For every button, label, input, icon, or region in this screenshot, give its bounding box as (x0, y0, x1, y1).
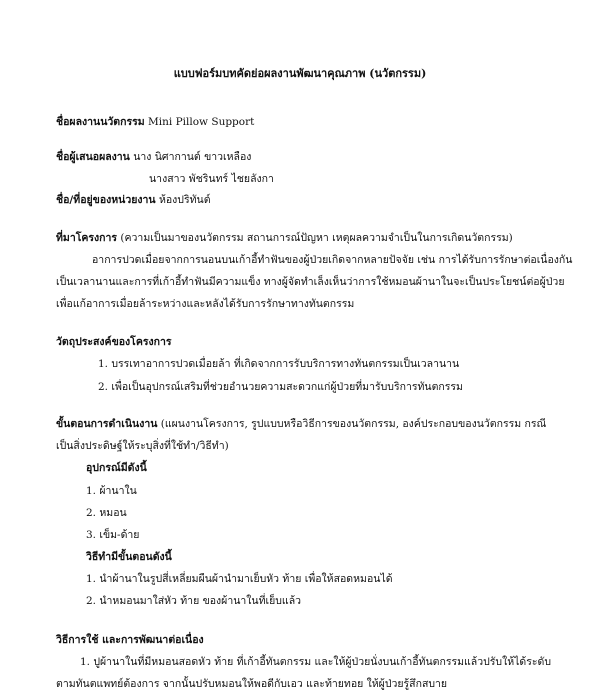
equipment-item-3: 3. เข็ม-ด้าย (86, 529, 140, 541)
presenter-name-2: นางสาว พัชรินทร์ ไชยลังกา (149, 173, 274, 185)
equipment-item-1: 1. ผ้านาใน (86, 485, 137, 497)
steps-heading-row (56, 418, 546, 431)
objective-item-1: 1. บรรเทาอาการปวดเมื่อยล้า ที่เกิดจากการรับบริการทางทันตกรรมเป็นเวลานาน (98, 358, 460, 370)
equipment-heading: อุปกรณ์มีดังนี้ (86, 462, 147, 474)
steps-label: ขั้นตอนการดำเนินงาน (56, 418, 158, 430)
usage-line-1: 1. ปูผ้านาในที่มีหมอนสอดหัว ท้าย ที่เก้าอี้ทันตกรรม และให้ผู้ป่วยนั่งบนเก้าอี้ทันตกรรมแล้วปรับให้ได้ระดับ (80, 656, 552, 668)
method-item-1: 1. นำผ้านาในรูปสี่เหลี่ยมผืนผ้านำมาเย็บหัว ท้าย เพื่อให้สอดหมอนได้ (86, 573, 393, 585)
unit-label: ชื่อ/ที่อยู่ของหน่วยงาน (56, 194, 156, 206)
project-name-label: ชื่อผลงานนวัตกรรม (56, 116, 145, 128)
presenter-row (56, 151, 251, 164)
unit-row (56, 194, 211, 207)
method-heading: วิธีทำมีขั้นตอนดังนี้ (86, 551, 172, 563)
project-name-row (56, 116, 254, 129)
origin-note: (ความเป็นมาของนวัตกรรม สถานการณ์ปัญหา เหตุผลความจำเป็นในการเกิดนวัตกรรม) (120, 232, 513, 244)
origin-paragraph-line-3: เพื่อแก้อาการเมื่อยล้าระหว่างและหลังได้รับการรักษาทางทันตกรรม (56, 298, 355, 310)
usage-line-2: ตามทันตแพทย์ต้องการ จากนั้นปรับหมอนให้พอดีกับเอว และท้ายทอย ให้ผู้ป่วยรู้สึกสบาย (56, 678, 448, 690)
method-item-2: 2. นำหมอนมาใส่หัว ท้าย ของผ้านาในที่เย็บแล้ว (86, 595, 302, 607)
document-title: แบบฟอร์มบทคัดย่อผลงานพัฒนาคุณภาพ (นวัตกรรม) (173, 67, 427, 80)
project-name-value: Mini Pillow Support (148, 116, 255, 128)
steps-note-2: เป็นสิ่งประดิษฐ์ให้ระบุสิ่งที่ใช้ทำ/วิธีทำ) (56, 440, 229, 452)
origin-paragraph-line-2: เป็นเวลานานและการที่เก้าอี้ทำฟันมีความแข็ง ทางผู้จัดทำเล็งเห็นว่าการใช้หมอนผ้านาในจะเป็นประโยชน์ต่อผู้ป่วย (56, 276, 565, 288)
origin-paragraph-line-1: อาการปวดเมื่อยจากการนอนบนเก้าอี้ทำฟันของผู้ป่วยเกิดจากหลายปัจจัย เช่น การได้รับการรักษาต่อเนื่องกัน (92, 254, 573, 266)
origin-label: ที่มาโครงการ (56, 232, 118, 244)
steps-note-1: (แผนงานโครงการ, รูปแบบหรือวิธีการของนวัตกรรม, องค์ประกอบของนวัตกรรม กรณี (160, 418, 547, 430)
presenter-label: ชื่อผู้เสนอผลงาน (56, 151, 130, 163)
origin-heading-row (56, 232, 513, 245)
unit-value: ห้องปริทันต์ (158, 194, 211, 206)
objective-item-2: 2. เพื่อเป็นอุปกรณ์เสริมที่ช่วยอำนวยความสะดวกแก่ผู้ป่วยที่มารับบริการทันตกรรม (98, 381, 463, 393)
equipment-item-2: 2. หมอน (86, 507, 127, 519)
usage-heading: วิธีการใช้ และการพัฒนาต่อเนื่อง (56, 634, 204, 646)
objectives-heading: วัตถุประสงค์ของโครงการ (56, 336, 172, 348)
presenter-name-1: นาง นิศากานต์ ขาวเหลือง (133, 151, 252, 163)
